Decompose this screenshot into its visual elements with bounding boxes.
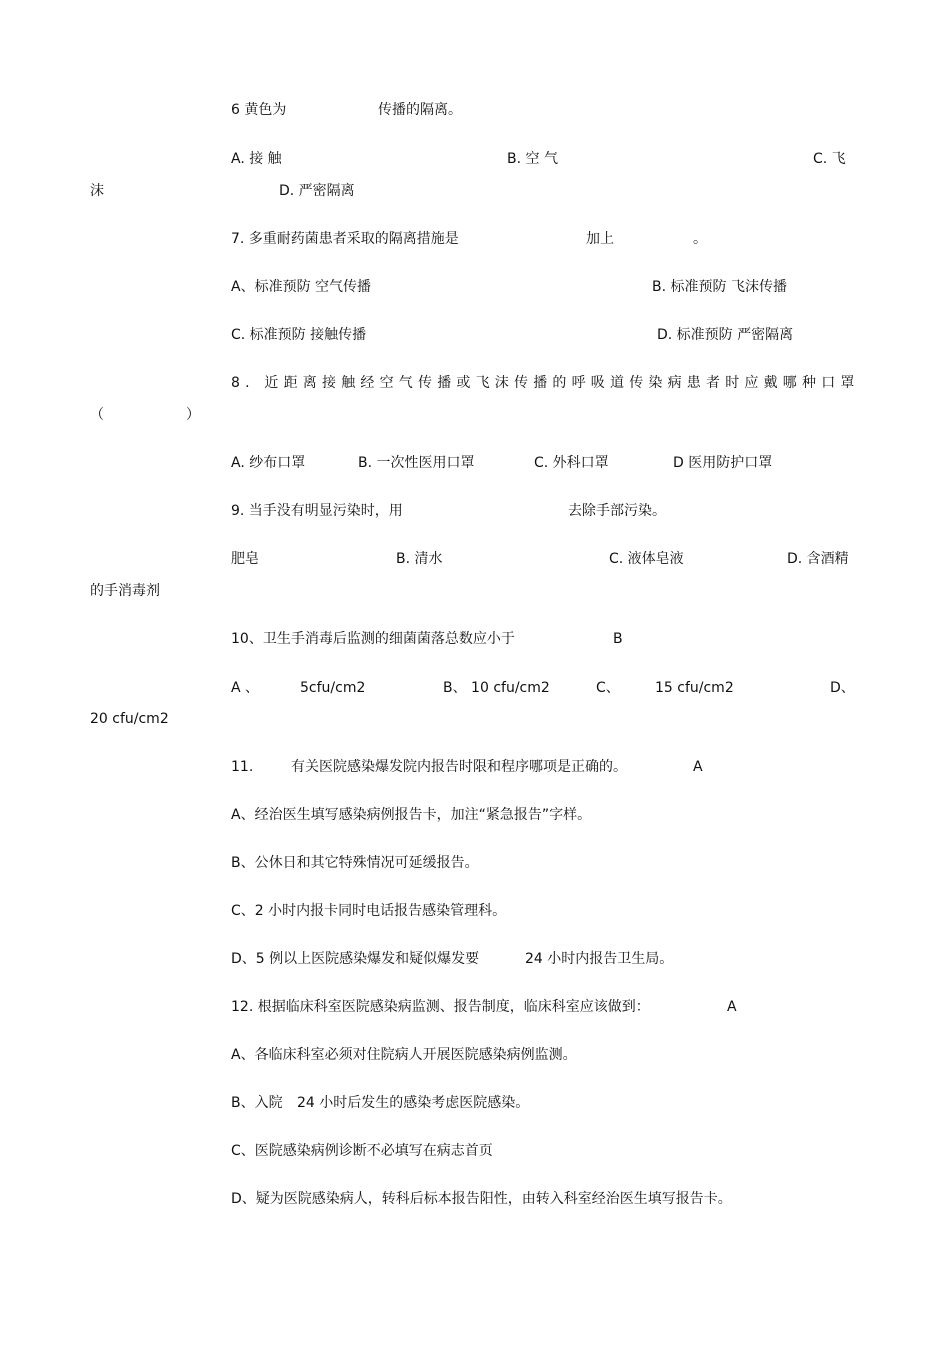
q11-option-c: C、2 小时内报卡同时电话报告感染管理科。 [231, 903, 507, 919]
q10-option-d-continued: 20 cfu/cm2 [90, 711, 169, 727]
q6-option-a: A. 接 触 [231, 151, 282, 167]
q9-option-d-continued: 的手消毒剂 [90, 583, 160, 599]
q6-stem-part2: 传播的隔离。 [378, 102, 462, 118]
q8-paren-open: （ [90, 407, 104, 423]
q7-option-c: C. 标准预防 接触传播 [231, 327, 367, 343]
q8-option-b: B. 一次性医用口罩 [358, 455, 475, 471]
q12-stem: 12. 根据临床科室医院感染病监测、报告制度，临床科室应该做到： [231, 999, 650, 1015]
q10-answer: B [613, 631, 623, 647]
q8-option-d: D 医用防护口罩 [673, 455, 773, 471]
q6-stem-part1: 6 黄色为 [231, 102, 287, 118]
q10-stem: 10、卫生手消毒后监测的细菌菌落总数应小于 [231, 631, 515, 647]
q11-number: 11. [231, 759, 254, 775]
q11-option-b: B、公休日和其它特殊情况可延缓报告。 [231, 855, 479, 871]
q7-option-b: B. 标准预防 飞沫传播 [652, 279, 787, 295]
q9-stem-part2: 去除手部污染。 [568, 503, 666, 519]
q11-option-d-part1: D、5 例以上医院感染爆发和疑似爆发要 [231, 951, 480, 967]
q6-option-d: D. 严密隔离 [279, 183, 355, 199]
q8-option-a: A. 纱布口罩 [231, 455, 306, 471]
q11-option-d-part2: 24 小时内报告卫生局。 [525, 951, 674, 967]
q10-option-b: B、 10 cfu/cm2 [443, 680, 550, 696]
q9-stem-part1: 9. 当手没有明显污染时，用 [231, 503, 403, 519]
q12-option-d: D、疑为医院感染病人，转科后标本报告阳性，由转入科室经治医生填写报告卡。 [231, 1191, 732, 1207]
q12-option-b-part1: B、入院 [231, 1095, 283, 1111]
q9-option-d: D. 含酒精 [787, 551, 849, 567]
q12-option-c: C、医院感染病例诊断不必填写在病志首页 [231, 1143, 493, 1159]
q6-option-c-continued: 沫 [90, 183, 104, 199]
q10-option-c-value: 15 cfu/cm2 [655, 680, 734, 696]
q10-option-a-label: A 、 [231, 680, 260, 696]
q11-answer: A [693, 759, 703, 775]
q11-stem: 有关医院感染爆发院内报告时限和程序哪项是正确的。 [291, 759, 627, 775]
q11-option-a: A、经治医生填写感染病例报告卡，加注“紧急报告”字样。 [231, 807, 592, 823]
q10-option-d: D、 [830, 680, 855, 696]
q8-paren-close: ） [186, 407, 200, 423]
q8-stem: 8. 近距离接触经空气传播或飞沫传播的呼吸道传染病患者时应戴哪种口罩 [231, 375, 860, 391]
q9-option-c: C. 液体皂液 [609, 551, 684, 567]
q7-option-a: A、标准预防 空气传播 [231, 279, 372, 295]
q6-option-c: C. 飞 [813, 151, 846, 167]
q12-option-a: A、各临床科室必须对住院病人开展医院感染病例监测。 [231, 1047, 577, 1063]
q7-stem-end: 。 [693, 231, 707, 247]
q7-stem-part1: 7. 多重耐药菌患者采取的隔离措施是 [231, 231, 459, 247]
q6-option-b: B. 空 气 [507, 151, 558, 167]
q9-option-a: 肥皂 [231, 551, 259, 567]
q8-option-c: C. 外科口罩 [534, 455, 609, 471]
q7-option-d: D. 标准预防 严密隔离 [657, 327, 794, 343]
q10-option-a-value: 5cfu/cm2 [300, 680, 366, 696]
q12-answer: A [727, 999, 737, 1015]
q12-option-b-part2: 24 小时后发生的感染考虑医院感染。 [297, 1095, 530, 1111]
q10-option-c-label: C、 [596, 680, 620, 696]
q9-option-b: B. 清水 [396, 551, 443, 567]
q7-stem-part2: 加上 [586, 231, 614, 247]
